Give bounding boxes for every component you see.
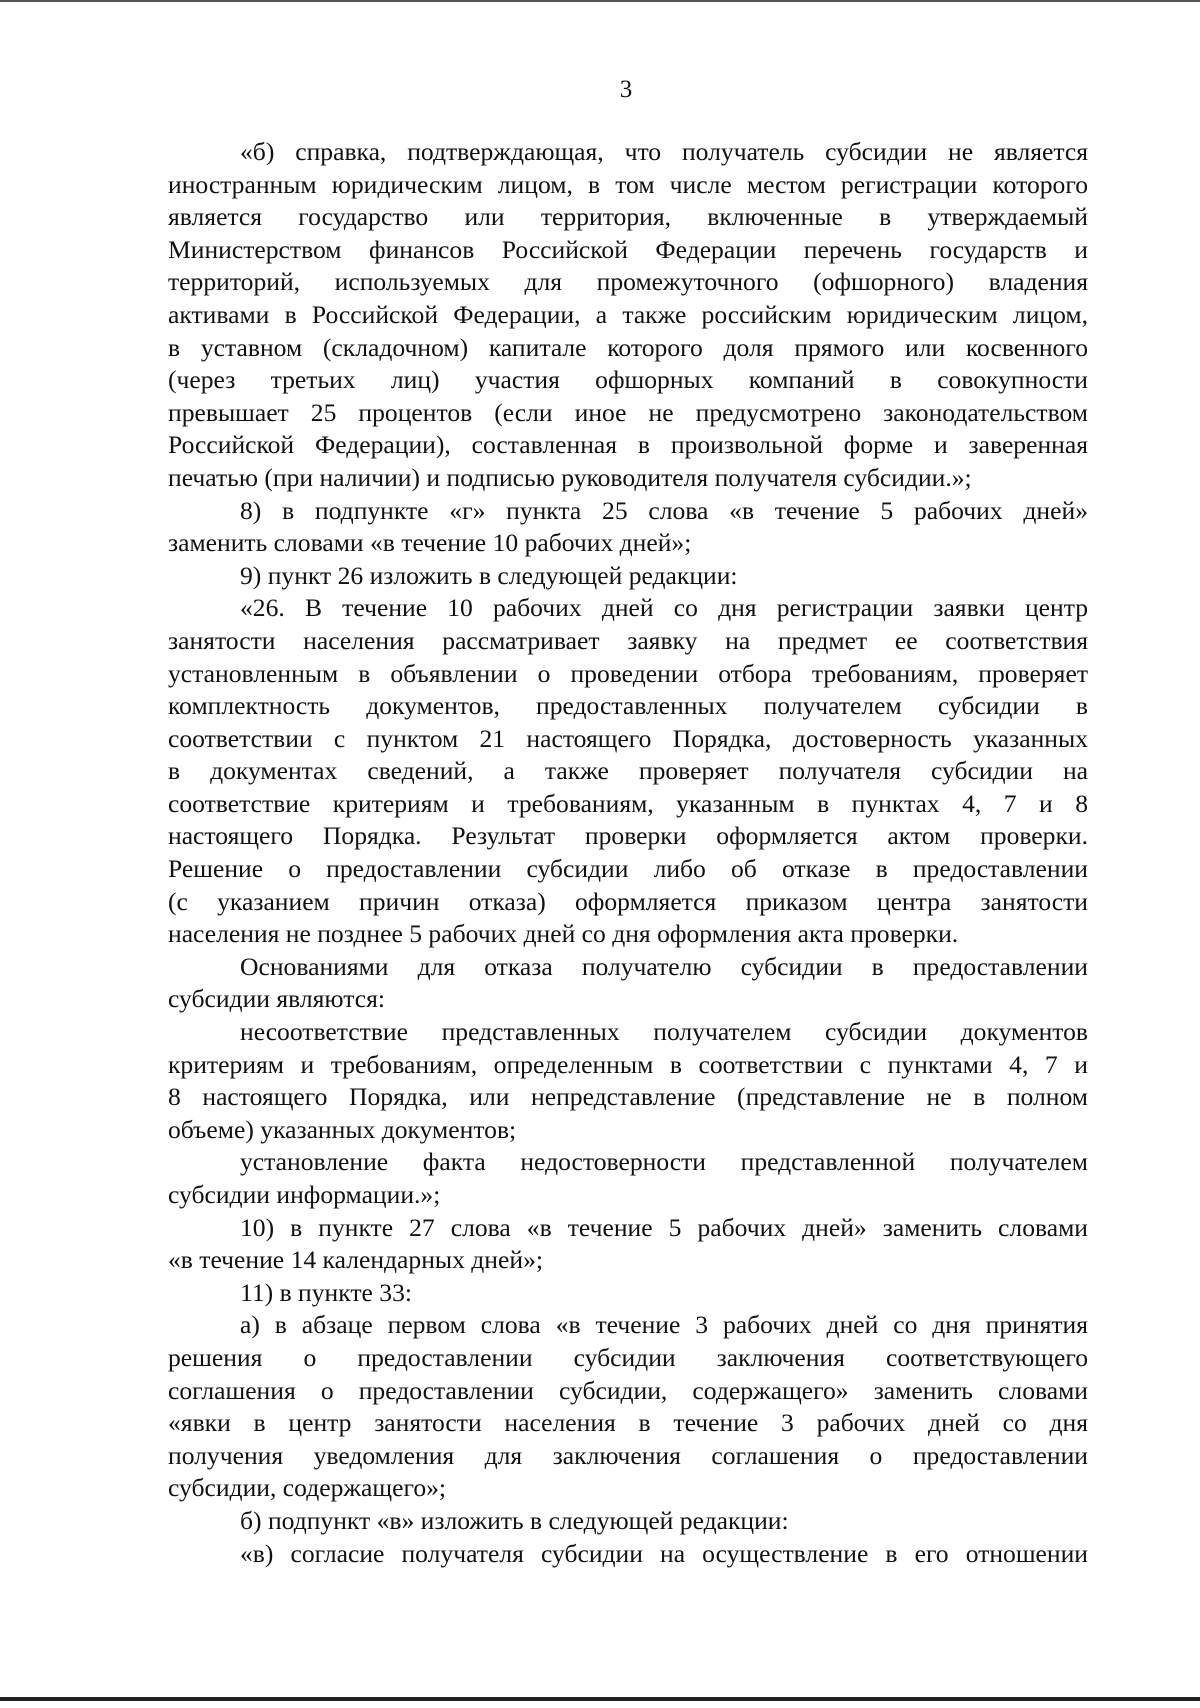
text-line: установление факта недостоверности представленной получателем [240,1147,1088,1177]
text-line: «явки в центр занятости населения в течение 3 рабочих дней со дня [168,1408,1088,1438]
text-line: комплектность документов, предоставленных получателем субсидии в [168,691,1088,721]
text-line: иностранным юридическим лицом, в том числе местом регистрации которого [168,169,1088,199]
text-line: 9) пункт 26 изложить в следующей редакции: [240,560,738,590]
text-line: 11) в пункте 33: [240,1277,412,1307]
text-line: субсидии, содержащего»; [168,1473,447,1503]
text-line: «в) согласие получателя субсидии на осуществление в его отношении [240,1538,1088,1568]
text-line: 10) в пункте 27 слова «в течение 5 рабочих дней» заменить словами [240,1212,1088,1242]
text-line: критериям и требованиям, определенным в соответствии с пунктами 4, 7 и [168,1049,1088,1079]
text-line: населения не позднее 5 рабочих дней со дня оформления акта проверки. [168,919,959,949]
text-line: территорий, используемых для промежуточного (офшорного) владения [168,267,1088,297]
text-line: а) в абзаце первом слова «в течение 3 рабочих дней со дня принятия [240,1310,1088,1340]
text-line: «в течение 14 календарных дней»; [168,1245,543,1275]
text-line: субсидии являются: [168,984,385,1014]
scan-top-edge [0,0,1200,2]
text-line: печатью (при наличии) и подписью руководителя получателя субсидии.»; [168,462,972,492]
text-line: (с указанием причин отказа) оформляется приказом центра занятости [168,886,1088,916]
text-line: решения о предоставлении субсидии заключения соответствующего [168,1342,1088,1372]
page-number: 3 [619,76,633,103]
text-line: субсидии информации.»; [168,1180,441,1209]
text-line: получения уведомления для заключения соглашения о предоставлении [168,1440,1088,1470]
text-line: (через третьих лиц) участия офшорных компаний в совокупности [168,365,1088,395]
text-line: занятости населения рассматривает заявку на предмет ее соответствия [168,625,1088,655]
text-line: Основаниями для отказа получателю субсидии в предоставлении [240,951,1088,981]
text-line: в документах сведений, а также проверяет получателя субсидии на [168,756,1088,786]
text-line: несоответствие представленных получателем субсидии документов [240,1017,1088,1047]
text-line: настоящего Порядка. Результат проверки оформляется актом проверки. [168,821,1088,851]
text-line: 8) в подпункте «г» пункта 25 слова «в течение 5 рабочих дней» [240,495,1088,525]
scan-bottom-edge [0,1697,1200,1701]
text-line: объеме) указанных документов; [168,1114,517,1144]
text-line: является государство или территория, включенные в утверждаемый [168,202,1088,232]
text-line: соглашения о предоставлении субсидии, содержащего» заменить словами [168,1375,1088,1405]
text-line: превышает 25 процентов (если иное не предусмотрено законодательством [168,397,1088,427]
text-line: б) подпункт «в» изложить в следующей редакции: [240,1505,789,1535]
text-line: соответствии с пунктом 21 настоящего Порядка, достоверность указанных [168,723,1088,753]
text-line: активами в Российской Федерации, а также российским юридическим лицом, [168,299,1088,329]
text-line: 8 настоящего Порядка, или непредставление (представление не в полном [168,1082,1088,1112]
text-line: в уставном (складочном) капитале которого доля прямого или косвенного [168,332,1088,362]
text-line: Решение о предоставлении субсидии либо об отказе в предоставлении [168,854,1088,884]
text-line: «26. В течение 10 рабочих дней со дня регистрации заявки центр [240,593,1088,623]
text-line: Министерством финансов Российской Федерации перечень государств и [168,234,1088,264]
text-line: заменить словами «в течение 10 рабочих дней»; [168,528,692,558]
text-line: «б) справка, подтверждающая, что получатель субсидии не является [240,137,1088,166]
text-line: Российской Федерации), составленная в произвольной форме и заверенная [168,430,1088,460]
document-body [168,136,1088,1570]
text-line: установленным в объявлении о проведении отбора требованиям, проверяет [168,658,1088,688]
text-line: соответствие критериям и требованиям, указанным в пунктах 4, 7 и 8 [168,788,1088,818]
